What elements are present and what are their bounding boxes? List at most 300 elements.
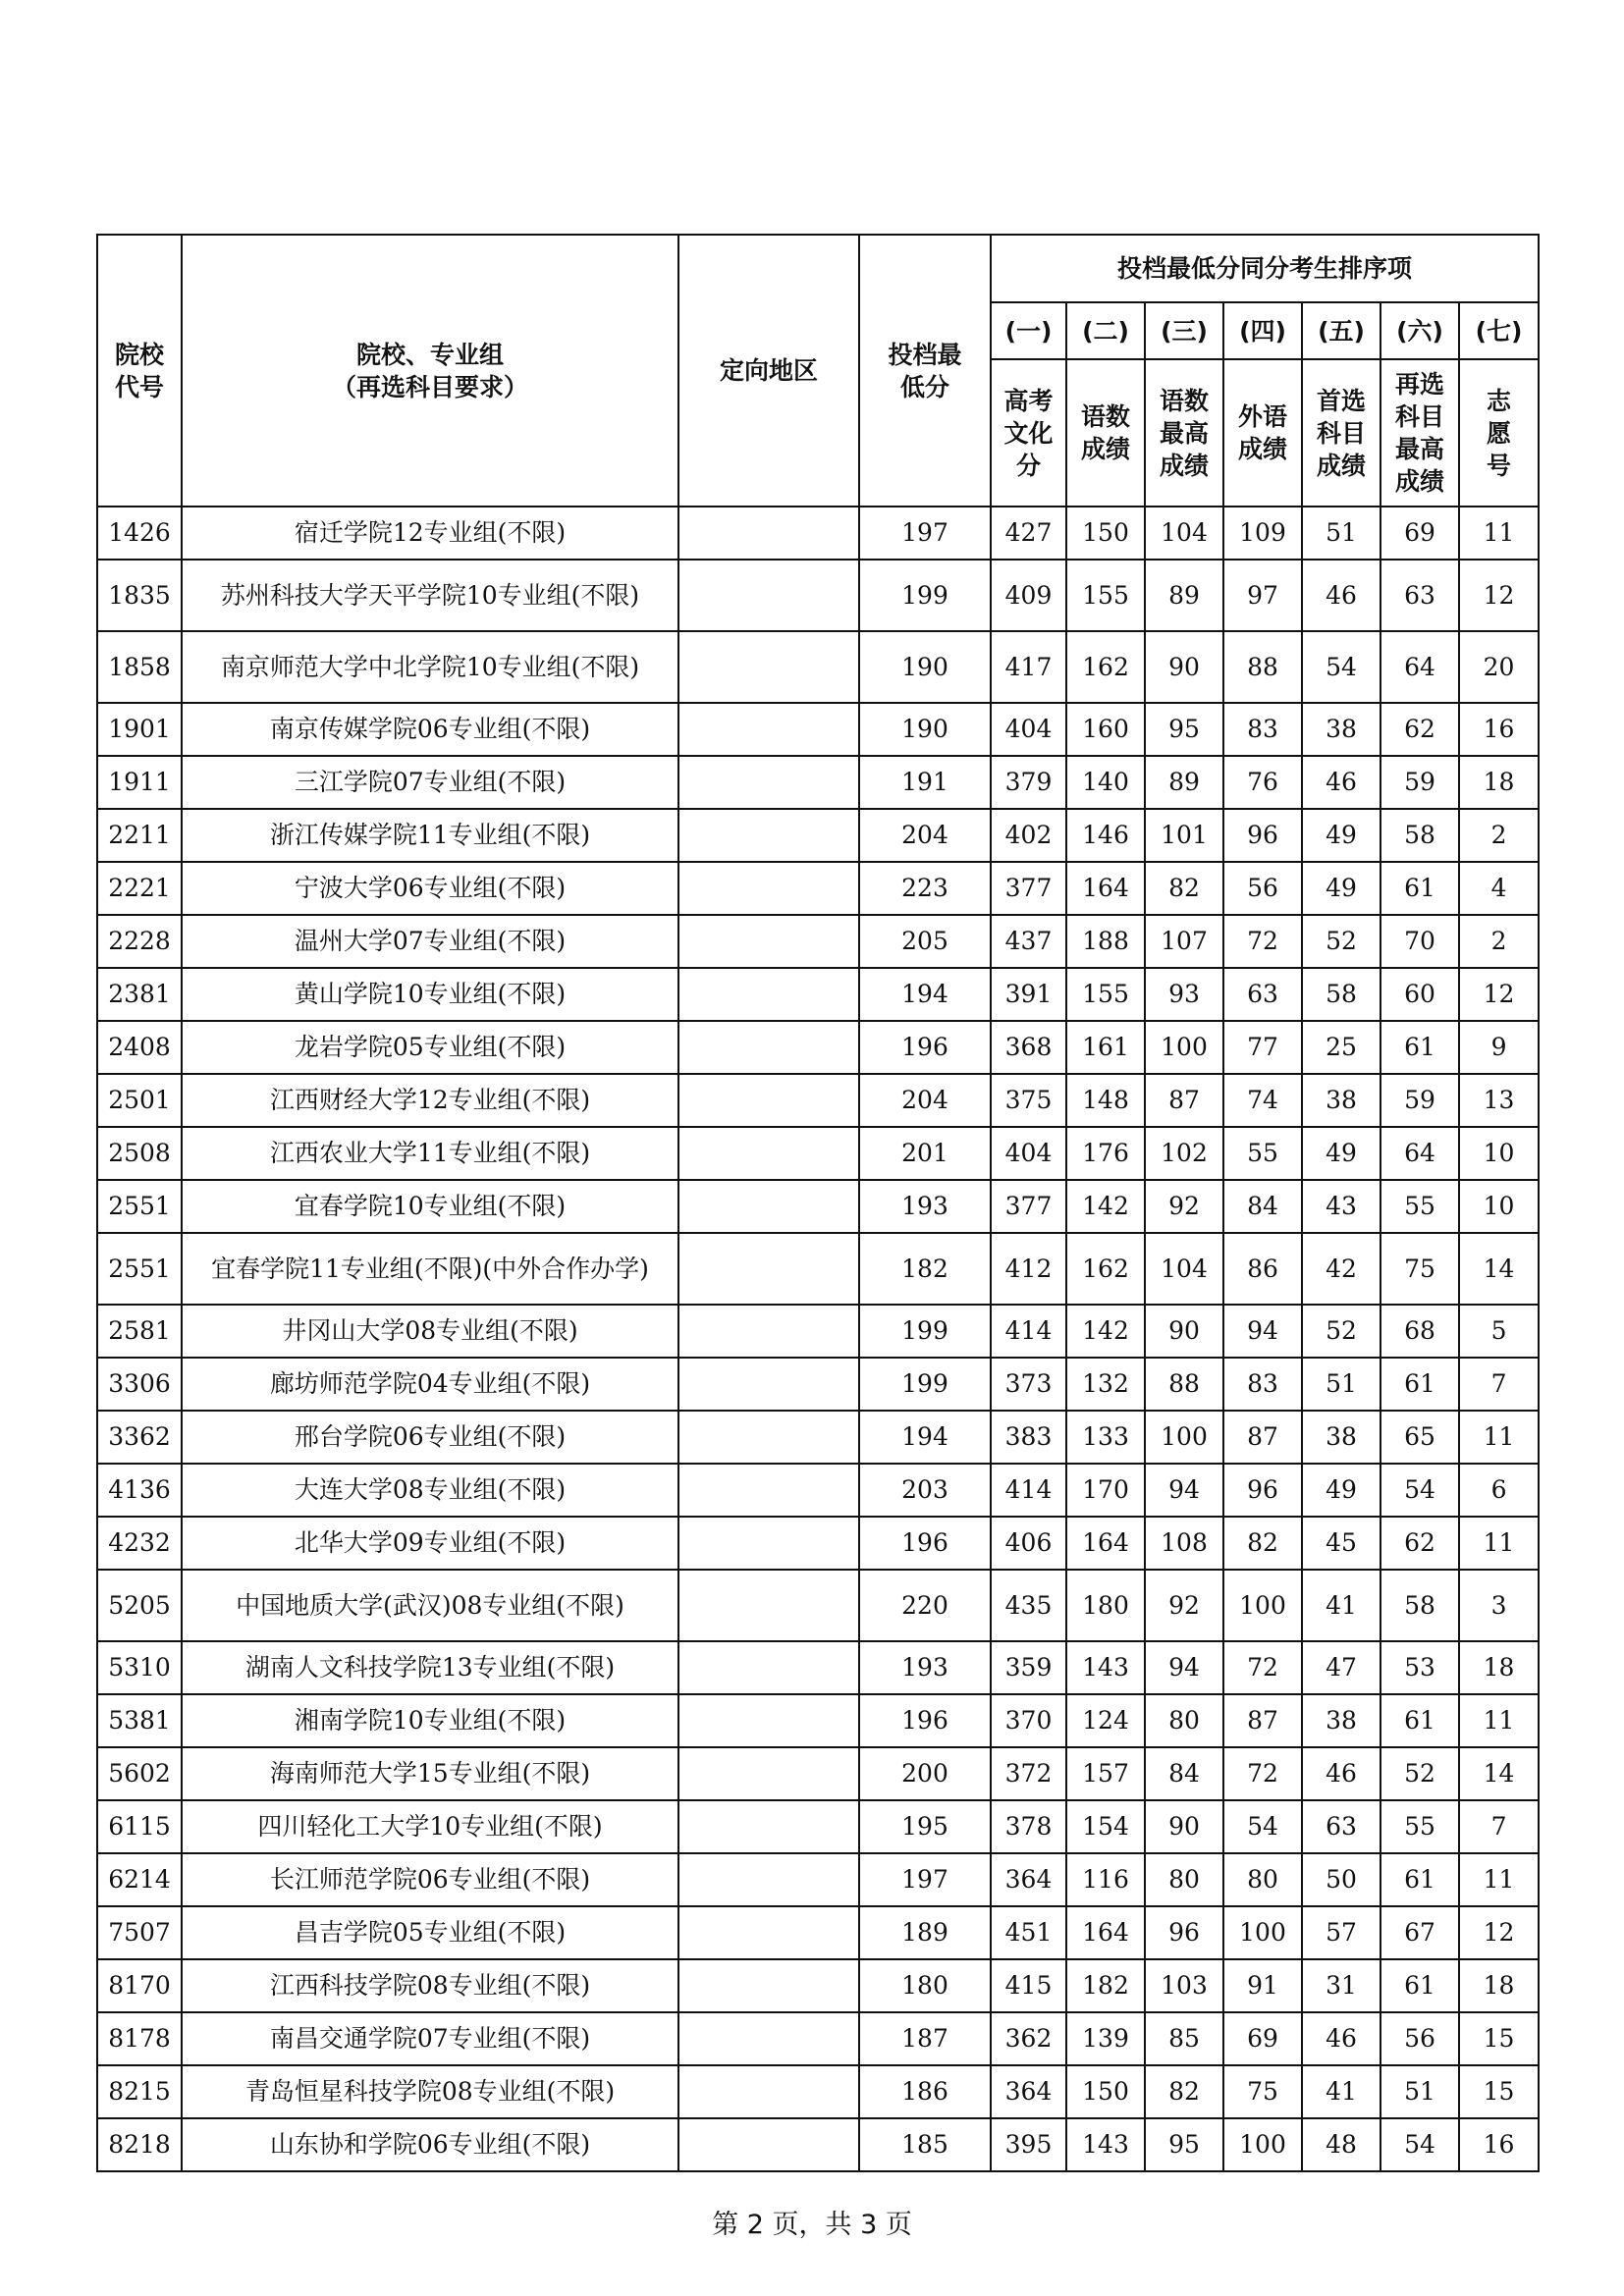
min-score: 186 <box>859 2065 991 2118</box>
sort-value: 12 <box>1459 968 1539 1021</box>
sort-value: 162 <box>1066 1233 1145 1305</box>
sort-value: 69 <box>1223 2012 1302 2065</box>
school-code: 2508 <box>97 1127 182 1180</box>
min-score: 205 <box>859 915 991 968</box>
sort-value: 383 <box>991 1411 1066 1464</box>
sort-value: 75 <box>1380 1233 1459 1305</box>
table-row <box>97 1411 1539 1464</box>
sort-value: 14 <box>1459 1747 1539 1800</box>
min-score: 223 <box>859 862 991 915</box>
header-name-line1: 院校、专业组 <box>355 340 504 369</box>
sort-value: 75 <box>1223 2065 1302 2118</box>
sort-value: 107 <box>1145 915 1223 968</box>
sort-value: 13 <box>1459 1074 1539 1127</box>
table-row <box>97 1233 1539 1305</box>
sort-value: 82 <box>1223 1517 1302 1570</box>
sort-value: 82 <box>1145 862 1223 915</box>
sort-value: 414 <box>991 1464 1066 1517</box>
sort-value: 379 <box>991 756 1066 809</box>
header-sort-group: 投档最低分同分考生排序项 <box>991 235 1539 302</box>
sort-value: 143 <box>1066 2118 1145 2171</box>
table-row <box>97 1694 1539 1747</box>
sort-value: 15 <box>1459 2012 1539 2065</box>
sort-value: 38 <box>1302 703 1380 756</box>
sort-value: 150 <box>1066 2065 1145 2118</box>
header-sort-number: (三) <box>1145 302 1223 359</box>
target-region <box>678 560 859 631</box>
header-sort-label: 志愿号 <box>1459 359 1539 507</box>
sort-value: 10 <box>1459 1180 1539 1233</box>
sort-value: 47 <box>1302 1641 1380 1694</box>
sort-value: 87 <box>1145 1074 1223 1127</box>
school-group-name: 湘南学院10专业组(不限) <box>182 1694 678 1747</box>
admission-score-table <box>96 234 1540 2172</box>
school-group-name: 昌吉学院05专业组(不限) <box>182 1906 678 1959</box>
min-score: 190 <box>859 631 991 703</box>
sort-value: 18 <box>1459 756 1539 809</box>
header-sort-label: 高考文化分 <box>991 359 1066 507</box>
sort-value: 49 <box>1302 1127 1380 1180</box>
sort-value: 42 <box>1302 1233 1380 1305</box>
sort-value: 16 <box>1459 2118 1539 2171</box>
sort-value: 63 <box>1380 560 1459 631</box>
school-code: 6115 <box>97 1800 182 1853</box>
sort-value: 90 <box>1145 631 1223 703</box>
sort-value: 157 <box>1066 1747 1145 1800</box>
sort-value: 51 <box>1380 2065 1459 2118</box>
target-region <box>678 1517 859 1570</box>
target-region <box>678 2012 859 2065</box>
sort-value: 188 <box>1066 915 1145 968</box>
sort-value: 64 <box>1380 1127 1459 1180</box>
sort-value: 451 <box>991 1906 1066 1959</box>
sort-value: 414 <box>991 1305 1066 1358</box>
sort-value: 83 <box>1223 703 1302 756</box>
sort-value: 69 <box>1380 507 1459 560</box>
min-score: 199 <box>859 1305 991 1358</box>
sort-value: 54 <box>1223 1800 1302 1853</box>
sort-value: 60 <box>1380 968 1459 1021</box>
sort-value: 55 <box>1380 1180 1459 1233</box>
sort-value: 61 <box>1380 1959 1459 2012</box>
sort-value: 92 <box>1145 1180 1223 1233</box>
sort-value: 12 <box>1459 1906 1539 1959</box>
sort-value: 46 <box>1302 756 1380 809</box>
min-score: 185 <box>859 2118 991 2171</box>
sort-value: 364 <box>991 1853 1066 1906</box>
sort-value: 140 <box>1066 756 1145 809</box>
sort-value: 67 <box>1380 1906 1459 1959</box>
school-group-name: 井冈山大学08专业组(不限) <box>182 1305 678 1358</box>
sort-value: 90 <box>1145 1800 1223 1853</box>
table-row <box>97 1641 1539 1694</box>
target-region <box>678 1959 859 2012</box>
min-score: 197 <box>859 1853 991 1906</box>
school-group-name: 南昌交通学院07专业组(不限) <box>182 2012 678 2065</box>
target-region <box>678 1358 859 1411</box>
sort-value: 150 <box>1066 507 1145 560</box>
school-group-name: 宜春学院10专业组(不限) <box>182 1180 678 1233</box>
sort-value: 46 <box>1302 2012 1380 2065</box>
target-region <box>678 1127 859 1180</box>
target-region <box>678 2118 859 2171</box>
sort-value: 377 <box>991 1180 1066 1233</box>
target-region <box>678 1233 859 1305</box>
sort-value: 404 <box>991 703 1066 756</box>
sort-value: 100 <box>1145 1021 1223 1074</box>
table-row <box>97 631 1539 703</box>
sort-value: 83 <box>1223 1358 1302 1411</box>
min-score: 204 <box>859 809 991 862</box>
header-sort-label: 语数最高成绩 <box>1145 359 1223 507</box>
sort-value: 80 <box>1223 1853 1302 1906</box>
sort-value: 103 <box>1145 1959 1223 2012</box>
sort-value: 58 <box>1302 968 1380 1021</box>
sort-value: 92 <box>1145 1570 1223 1641</box>
sort-value: 77 <box>1223 1021 1302 1074</box>
school-group-name: 北华大学09专业组(不限) <box>182 1517 678 1570</box>
sort-value: 62 <box>1380 1517 1459 1570</box>
sort-value: 10 <box>1459 1127 1539 1180</box>
sort-value: 375 <box>991 1074 1066 1127</box>
sort-value: 58 <box>1380 809 1459 862</box>
school-code: 2228 <box>97 915 182 968</box>
school-group-name: 廊坊师范学院04专业组(不限) <box>182 1358 678 1411</box>
table-row <box>97 1021 1539 1074</box>
target-region <box>678 809 859 862</box>
school-code: 2221 <box>97 862 182 915</box>
sort-value: 162 <box>1066 631 1145 703</box>
target-region <box>678 1906 859 1959</box>
table-row <box>97 809 1539 862</box>
sort-value: 395 <box>991 2118 1066 2171</box>
school-group-name: 中国地质大学(武汉)08专业组(不限) <box>182 1570 678 1641</box>
sort-value: 104 <box>1145 507 1223 560</box>
sort-value: 101 <box>1145 809 1223 862</box>
sort-value: 38 <box>1302 1694 1380 1747</box>
target-region <box>678 2065 859 2118</box>
school-group-name: 长江师范学院06专业组(不限) <box>182 1853 678 1906</box>
header-sort-label: 语数成绩 <box>1066 359 1145 507</box>
sort-value: 53 <box>1380 1641 1459 1694</box>
header-sort-number: (四) <box>1223 302 1302 359</box>
school-group-name: 龙岩学院05专业组(不限) <box>182 1021 678 1074</box>
sort-value: 139 <box>1066 2012 1145 2065</box>
sort-value: 18 <box>1459 1959 1539 2012</box>
sort-value: 54 <box>1302 631 1380 703</box>
table-row <box>97 560 1539 631</box>
school-group-name: 青岛恒星科技学院08专业组(不限) <box>182 2065 678 2118</box>
sort-value: 164 <box>1066 1517 1145 1570</box>
sort-value: 94 <box>1145 1464 1223 1517</box>
sort-value: 155 <box>1066 560 1145 631</box>
school-group-name: 江西财经大学12专业组(不限) <box>182 1074 678 1127</box>
school-code: 4232 <box>97 1517 182 1570</box>
sort-value: 12 <box>1459 560 1539 631</box>
target-region <box>678 703 859 756</box>
sort-value: 45 <box>1302 1517 1380 1570</box>
sort-value: 3 <box>1459 1570 1539 1641</box>
sort-value: 49 <box>1302 1464 1380 1517</box>
sort-value: 11 <box>1459 507 1539 560</box>
sort-value: 427 <box>991 507 1066 560</box>
sort-value: 155 <box>1066 968 1145 1021</box>
sort-value: 11 <box>1459 1517 1539 1570</box>
school-code: 2551 <box>97 1180 182 1233</box>
sort-value: 84 <box>1145 1747 1223 1800</box>
sort-value: 143 <box>1066 1641 1145 1694</box>
school-code: 5381 <box>97 1694 182 1747</box>
sort-value: 96 <box>1223 809 1302 862</box>
sort-value: 94 <box>1223 1305 1302 1358</box>
school-code: 5602 <box>97 1747 182 1800</box>
target-region <box>678 1411 859 1464</box>
sort-value: 18 <box>1459 1641 1539 1694</box>
school-code: 2381 <box>97 968 182 1021</box>
sort-value: 417 <box>991 631 1066 703</box>
school-code: 3306 <box>97 1358 182 1411</box>
sort-value: 50 <box>1302 1853 1380 1906</box>
sort-value: 89 <box>1145 756 1223 809</box>
sort-value: 61 <box>1380 1694 1459 1747</box>
sort-value: 100 <box>1223 1570 1302 1641</box>
sort-value: 170 <box>1066 1464 1145 1517</box>
sort-value: 11 <box>1459 1694 1539 1747</box>
sort-value: 4 <box>1459 862 1539 915</box>
table-row <box>97 2012 1539 2065</box>
target-region <box>678 862 859 915</box>
min-score: 199 <box>859 1358 991 1411</box>
sort-value: 368 <box>991 1021 1066 1074</box>
sort-value: 88 <box>1145 1358 1223 1411</box>
sort-value: 6 <box>1459 1464 1539 1517</box>
sort-value: 96 <box>1145 1906 1223 1959</box>
sort-value: 2 <box>1459 809 1539 862</box>
school-group-name: 浙江传媒学院11专业组(不限) <box>182 809 678 862</box>
sort-value: 372 <box>991 1747 1066 1800</box>
sort-value: 63 <box>1302 1800 1380 1853</box>
school-code: 4136 <box>97 1464 182 1517</box>
header-name-line2: （再选科目要求） <box>331 372 528 401</box>
sort-value: 88 <box>1223 631 1302 703</box>
sort-value: 68 <box>1380 1305 1459 1358</box>
page-footer: 第 2 页，共 3 页 <box>712 2210 912 2240</box>
sort-value: 25 <box>1302 1021 1380 1074</box>
target-region <box>678 915 859 968</box>
min-score: 200 <box>859 1747 991 1800</box>
sort-value: 11 <box>1459 1411 1539 1464</box>
target-region <box>678 1747 859 1800</box>
sort-value: 48 <box>1302 2118 1380 2171</box>
min-score: 193 <box>859 1180 991 1233</box>
sort-value: 57 <box>1302 1906 1380 1959</box>
sort-value: 94 <box>1145 1641 1223 1694</box>
header-sort-label: 外语成绩 <box>1223 359 1302 507</box>
school-group-name: 南京传媒学院06专业组(不限) <box>182 703 678 756</box>
sort-value: 362 <box>991 2012 1066 2065</box>
sort-value: 7 <box>1459 1358 1539 1411</box>
target-region <box>678 1853 859 1906</box>
target-region <box>678 756 859 809</box>
school-group-name: 江西农业大学11专业组(不限) <box>182 1127 678 1180</box>
table-row <box>97 1074 1539 1127</box>
sort-value: 61 <box>1380 862 1459 915</box>
sort-value: 370 <box>991 1694 1066 1747</box>
school-code: 5310 <box>97 1641 182 1694</box>
sort-value: 378 <box>991 1800 1066 1853</box>
table-row <box>97 1800 1539 1853</box>
target-region <box>678 631 859 703</box>
table-row <box>97 968 1539 1021</box>
target-region <box>678 1021 859 1074</box>
header-sort-label: 再选科目最高成绩 <box>1380 359 1459 507</box>
table-row <box>97 2118 1539 2171</box>
table-row <box>97 1180 1539 1233</box>
table-row <box>97 1358 1539 1411</box>
target-region <box>678 968 859 1021</box>
sort-value: 176 <box>1066 1127 1145 1180</box>
sort-value: 402 <box>991 809 1066 862</box>
sort-value: 56 <box>1223 862 1302 915</box>
sort-value: 104 <box>1145 1233 1223 1305</box>
school-group-name: 宿迁学院12专业组(不限) <box>182 507 678 560</box>
min-score: 194 <box>859 1411 991 1464</box>
sort-value: 38 <box>1302 1411 1380 1464</box>
school-code: 8215 <box>97 2065 182 2118</box>
header-region: 定向地区 <box>678 235 859 507</box>
sort-value: 182 <box>1066 1959 1145 2012</box>
sort-value: 58 <box>1380 1570 1459 1641</box>
header-sort-number: (二) <box>1066 302 1145 359</box>
min-score: 180 <box>859 1959 991 2012</box>
target-region <box>678 1074 859 1127</box>
sort-value: 52 <box>1380 1747 1459 1800</box>
sort-value: 109 <box>1223 507 1302 560</box>
school-group-name: 三江学院07专业组(不限) <box>182 756 678 809</box>
table-row <box>97 1906 1539 1959</box>
sort-value: 49 <box>1302 862 1380 915</box>
min-score: 203 <box>859 1464 991 1517</box>
sort-value: 49 <box>1302 809 1380 862</box>
school-group-name: 江西科技学院08专业组(不限) <box>182 1959 678 2012</box>
sort-value: 95 <box>1145 2118 1223 2171</box>
header-sort-label: 首选科目成绩 <box>1302 359 1380 507</box>
school-group-name: 温州大学07专业组(不限) <box>182 915 678 968</box>
min-score: 220 <box>859 1570 991 1641</box>
sort-value: 14 <box>1459 1233 1539 1305</box>
sort-value: 61 <box>1380 1853 1459 1906</box>
sort-value: 72 <box>1223 1747 1302 1800</box>
sort-value: 391 <box>991 968 1066 1021</box>
header-name <box>182 235 678 507</box>
header-sort-number: (一) <box>991 302 1066 359</box>
school-group-name: 湖南人文科技学院13专业组(不限) <box>182 1641 678 1694</box>
school-code: 6214 <box>97 1853 182 1906</box>
target-region <box>678 1641 859 1694</box>
min-score: 197 <box>859 507 991 560</box>
sort-value: 108 <box>1145 1517 1223 1570</box>
sort-value: 2 <box>1459 915 1539 968</box>
sort-value: 51 <box>1302 507 1380 560</box>
sort-value: 5 <box>1459 1305 1539 1358</box>
sort-value: 62 <box>1380 703 1459 756</box>
school-group-name: 宁波大学06专业组(不限) <box>182 862 678 915</box>
school-group-name: 苏州科技大学天平学院10专业组(不限) <box>182 560 678 631</box>
table-row <box>97 915 1539 968</box>
sort-value: 11 <box>1459 1853 1539 1906</box>
sort-value: 148 <box>1066 1074 1145 1127</box>
min-score: 191 <box>859 756 991 809</box>
sort-value: 91 <box>1223 1959 1302 2012</box>
sort-value: 412 <box>991 1233 1066 1305</box>
sort-value: 41 <box>1302 2065 1380 2118</box>
sort-value: 164 <box>1066 1906 1145 1959</box>
header-sort-number: (六) <box>1380 302 1459 359</box>
sort-value: 86 <box>1223 1233 1302 1305</box>
school-code: 1901 <box>97 703 182 756</box>
sort-value: 9 <box>1459 1021 1539 1074</box>
sort-value: 102 <box>1145 1127 1223 1180</box>
min-score: 190 <box>859 703 991 756</box>
min-score: 204 <box>859 1074 991 1127</box>
sort-value: 133 <box>1066 1411 1145 1464</box>
sort-value: 100 <box>1223 2118 1302 2171</box>
header-sort-number: (五) <box>1302 302 1380 359</box>
sort-value: 82 <box>1145 2065 1223 2118</box>
school-code: 8178 <box>97 2012 182 2065</box>
sort-value: 100 <box>1223 1906 1302 1959</box>
sort-value: 63 <box>1223 968 1302 1021</box>
sort-value: 15 <box>1459 2065 1539 2118</box>
sort-value: 96 <box>1223 1464 1302 1517</box>
header-min-score: 投档最低分 <box>859 235 991 507</box>
table-row <box>97 1959 1539 2012</box>
min-score: 199 <box>859 560 991 631</box>
target-region <box>678 1694 859 1747</box>
sort-value: 180 <box>1066 1570 1145 1641</box>
sort-value: 56 <box>1380 2012 1459 2065</box>
school-code: 1858 <box>97 631 182 703</box>
sort-value: 132 <box>1066 1358 1145 1411</box>
school-code: 8170 <box>97 1959 182 2012</box>
min-score: 196 <box>859 1694 991 1747</box>
target-region <box>678 1305 859 1358</box>
sort-value: 80 <box>1145 1853 1223 1906</box>
sort-value: 43 <box>1302 1180 1380 1233</box>
table-row <box>97 1127 1539 1180</box>
school-group-name: 四川轻化工大学10专业组(不限) <box>182 1800 678 1853</box>
sort-value: 161 <box>1066 1021 1145 1074</box>
sort-value: 46 <box>1302 1747 1380 1800</box>
sort-value: 90 <box>1145 1305 1223 1358</box>
table-row <box>97 1570 1539 1641</box>
sort-value: 70 <box>1380 915 1459 968</box>
target-region <box>678 1180 859 1233</box>
sort-value: 359 <box>991 1641 1066 1694</box>
min-score: 195 <box>859 1800 991 1853</box>
sort-value: 46 <box>1302 560 1380 631</box>
sort-value: 7 <box>1459 1800 1539 1853</box>
sort-value: 55 <box>1380 1800 1459 1853</box>
min-score: 187 <box>859 2012 991 2065</box>
sort-value: 72 <box>1223 915 1302 968</box>
sort-value: 142 <box>1066 1305 1145 1358</box>
sort-value: 20 <box>1459 631 1539 703</box>
sort-value: 409 <box>991 560 1066 631</box>
sort-value: 373 <box>991 1358 1066 1411</box>
table-row <box>97 2065 1539 2118</box>
sort-value: 61 <box>1380 1358 1459 1411</box>
